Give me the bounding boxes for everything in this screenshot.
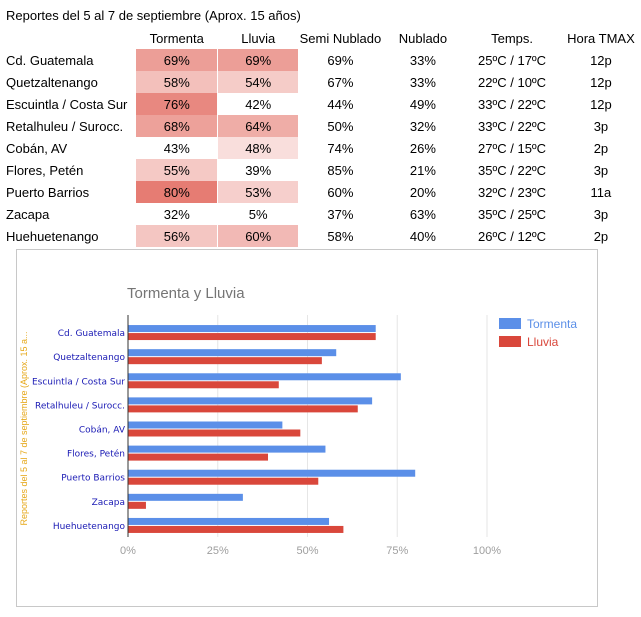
cell-hora-tmax: 3p	[593, 162, 609, 178]
cell-semi-nublado: 50%	[327, 118, 354, 134]
bar-tormenta	[128, 470, 415, 477]
cell-hora-tmax: 12p	[590, 52, 612, 68]
cell-semi-nublado: 67%	[327, 74, 354, 90]
bar-tormenta	[128, 518, 329, 525]
category-label: Quetzaltenango	[53, 353, 125, 364]
cell-lluvia: 60%	[218, 225, 299, 247]
category-label: Huehuetenango	[52, 521, 125, 532]
cell-nublado: 49%	[409, 96, 436, 112]
cell-temps: 25ºC / 17ºC	[478, 52, 547, 68]
header-tormenta: Tormenta	[136, 28, 217, 49]
table-row	[2, 93, 641, 115]
cell-tormenta: 69%	[136, 49, 217, 71]
cell-semi-nublado: 74%	[327, 140, 354, 156]
cell-hora-tmax: 11a	[590, 184, 612, 200]
cell-hora-tmax: 2p	[593, 228, 609, 244]
table-row	[2, 49, 641, 71]
category-label: Escuintla / Costa Sur	[31, 377, 125, 388]
header-lluvia: Lluvia	[241, 31, 276, 46]
category-label: Retalhuleu / Surocc.	[34, 401, 125, 412]
cell-location: Quetzaltenango	[6, 74, 98, 90]
header-temps: Temps.	[491, 31, 533, 46]
cell-location: Puerto Barrios	[6, 184, 90, 200]
x-tick-label: 100%	[472, 545, 502, 557]
cell-hora-tmax: 12p	[590, 74, 612, 90]
cell-lluvia: 42%	[245, 96, 272, 112]
bar-lluvia	[128, 454, 268, 461]
cell-tormenta: 43%	[136, 137, 217, 159]
cell-temps: 35ºC / 22ºC	[478, 162, 547, 178]
cell-temps: 26ºC / 12ºC	[478, 228, 547, 244]
cell-lluvia: 64%	[218, 115, 299, 137]
category-label: Cobán, AV	[78, 425, 125, 436]
cell-location: Huehuetenango	[6, 228, 99, 244]
cell-nublado: 63%	[409, 206, 436, 222]
cell-tormenta: 32%	[136, 203, 217, 225]
cell-nublado: 20%	[409, 184, 436, 200]
chart-title: Tormenta y Lluvia	[127, 285, 245, 302]
cell-tormenta: 80%	[136, 181, 217, 203]
cell-semi-nublado: 37%	[327, 206, 354, 222]
cell-nublado: 32%	[409, 118, 436, 134]
cell-semi-nublado: 69%	[327, 52, 354, 68]
legend-label: Lluvia	[527, 335, 559, 349]
cell-semi-nublado: 44%	[327, 96, 354, 112]
header-nublado: Nublado	[398, 31, 448, 46]
bar-lluvia	[128, 430, 300, 437]
legend-swatch-tormenta	[499, 318, 521, 329]
cell-nublado: 33%	[409, 52, 436, 68]
category-label: Puerto Barrios	[61, 473, 125, 484]
cell-tormenta: 68%	[136, 115, 217, 137]
category-label: Zacapa	[91, 497, 125, 508]
cell-location: Cd. Guatemala	[6, 52, 94, 68]
table-row	[2, 181, 641, 203]
cell-location: Zacapa	[6, 206, 50, 222]
bar-lluvia	[128, 357, 322, 364]
chart-container	[16, 249, 598, 607]
cell-temps: 32ºC / 23ºC	[478, 184, 547, 200]
cell-lluvia: 54%	[218, 71, 299, 93]
cell-lluvia: 39%	[245, 162, 272, 178]
bar-tormenta	[128, 446, 325, 453]
category-label: Cd. Guatemala	[57, 329, 125, 340]
y-axis-label: Reportes del 5 al 7 de septiembre (Aprox. 15 a...	[19, 331, 29, 526]
cell-location: Retalhuleu / Surocc.	[6, 118, 124, 134]
cell-hora-tmax: 3p	[593, 118, 609, 134]
cell-temps: 27ºC / 15ºC	[478, 140, 547, 156]
table-row	[2, 203, 641, 225]
bar-tormenta	[128, 349, 336, 356]
header-semi-nublado: Semi Nublado	[299, 31, 382, 46]
cell-lluvia: 53%	[218, 181, 299, 203]
bar-chart	[17, 250, 597, 606]
table-row	[2, 115, 641, 137]
cell-temps: 33ºC / 22ºC	[478, 96, 547, 112]
cell-semi-nublado: 58%	[327, 228, 354, 244]
cell-nublado: 33%	[409, 74, 436, 90]
cell-hora-tmax: 2p	[593, 140, 609, 156]
category-label: Flores, Petén	[66, 449, 125, 460]
cell-hora-tmax: 3p	[593, 206, 609, 222]
table-row	[2, 159, 641, 181]
cell-semi-nublado: 60%	[327, 184, 354, 200]
bar-lluvia	[128, 381, 279, 388]
cell-semi-nublado: 85%	[327, 162, 354, 178]
bar-tormenta	[128, 494, 243, 501]
x-tick-label: 25%	[206, 545, 229, 557]
bar-lluvia	[128, 405, 358, 412]
bar-lluvia	[128, 526, 343, 533]
cell-nublado: 21%	[409, 162, 436, 178]
cell-tormenta: 55%	[136, 159, 217, 181]
cell-tormenta: 56%	[136, 225, 217, 247]
legend-label: Tormenta	[527, 317, 578, 331]
bar-tormenta	[128, 422, 282, 429]
table-row	[2, 71, 641, 93]
page-title: Reportes del 5 al 7 de septiembre (Aprox. 15 años)	[6, 8, 301, 23]
bar-lluvia	[128, 478, 318, 485]
cell-lluvia: 5%	[248, 206, 268, 222]
bar-lluvia	[128, 502, 146, 509]
cell-location: Cobán, AV	[6, 140, 68, 156]
cell-lluvia: 69%	[218, 49, 299, 71]
table-header-row	[2, 28, 641, 49]
x-tick-label: 75%	[386, 545, 409, 557]
cell-nublado: 40%	[409, 228, 436, 244]
cell-nublado: 26%	[409, 140, 436, 156]
table-row	[2, 225, 641, 247]
x-tick-label: 0%	[120, 545, 136, 557]
header-location	[2, 28, 136, 49]
cell-location: Escuintla / Costa Sur	[6, 96, 128, 112]
cell-temps: 33ºC / 22ºC	[478, 118, 547, 134]
cell-tormenta: 76%	[136, 93, 217, 115]
cell-temps: 22ºC / 10ºC	[478, 74, 547, 90]
legend-swatch-lluvia	[499, 336, 521, 347]
cell-lluvia: 48%	[218, 137, 299, 159]
x-tick-label: 50%	[296, 545, 319, 557]
cell-tormenta: 58%	[136, 71, 217, 93]
bar-tormenta	[128, 325, 376, 332]
header-hora-tmax: Hora TMAX	[567, 31, 635, 46]
weather-table	[2, 28, 641, 247]
cell-hora-tmax: 12p	[590, 96, 612, 112]
bar-tormenta	[128, 373, 401, 380]
cell-temps: 35ºC / 25ºC	[478, 206, 547, 222]
cell-location: Flores, Petén	[6, 162, 84, 178]
bar-tormenta	[128, 397, 372, 404]
bar-lluvia	[128, 333, 376, 340]
table-row	[2, 137, 641, 159]
